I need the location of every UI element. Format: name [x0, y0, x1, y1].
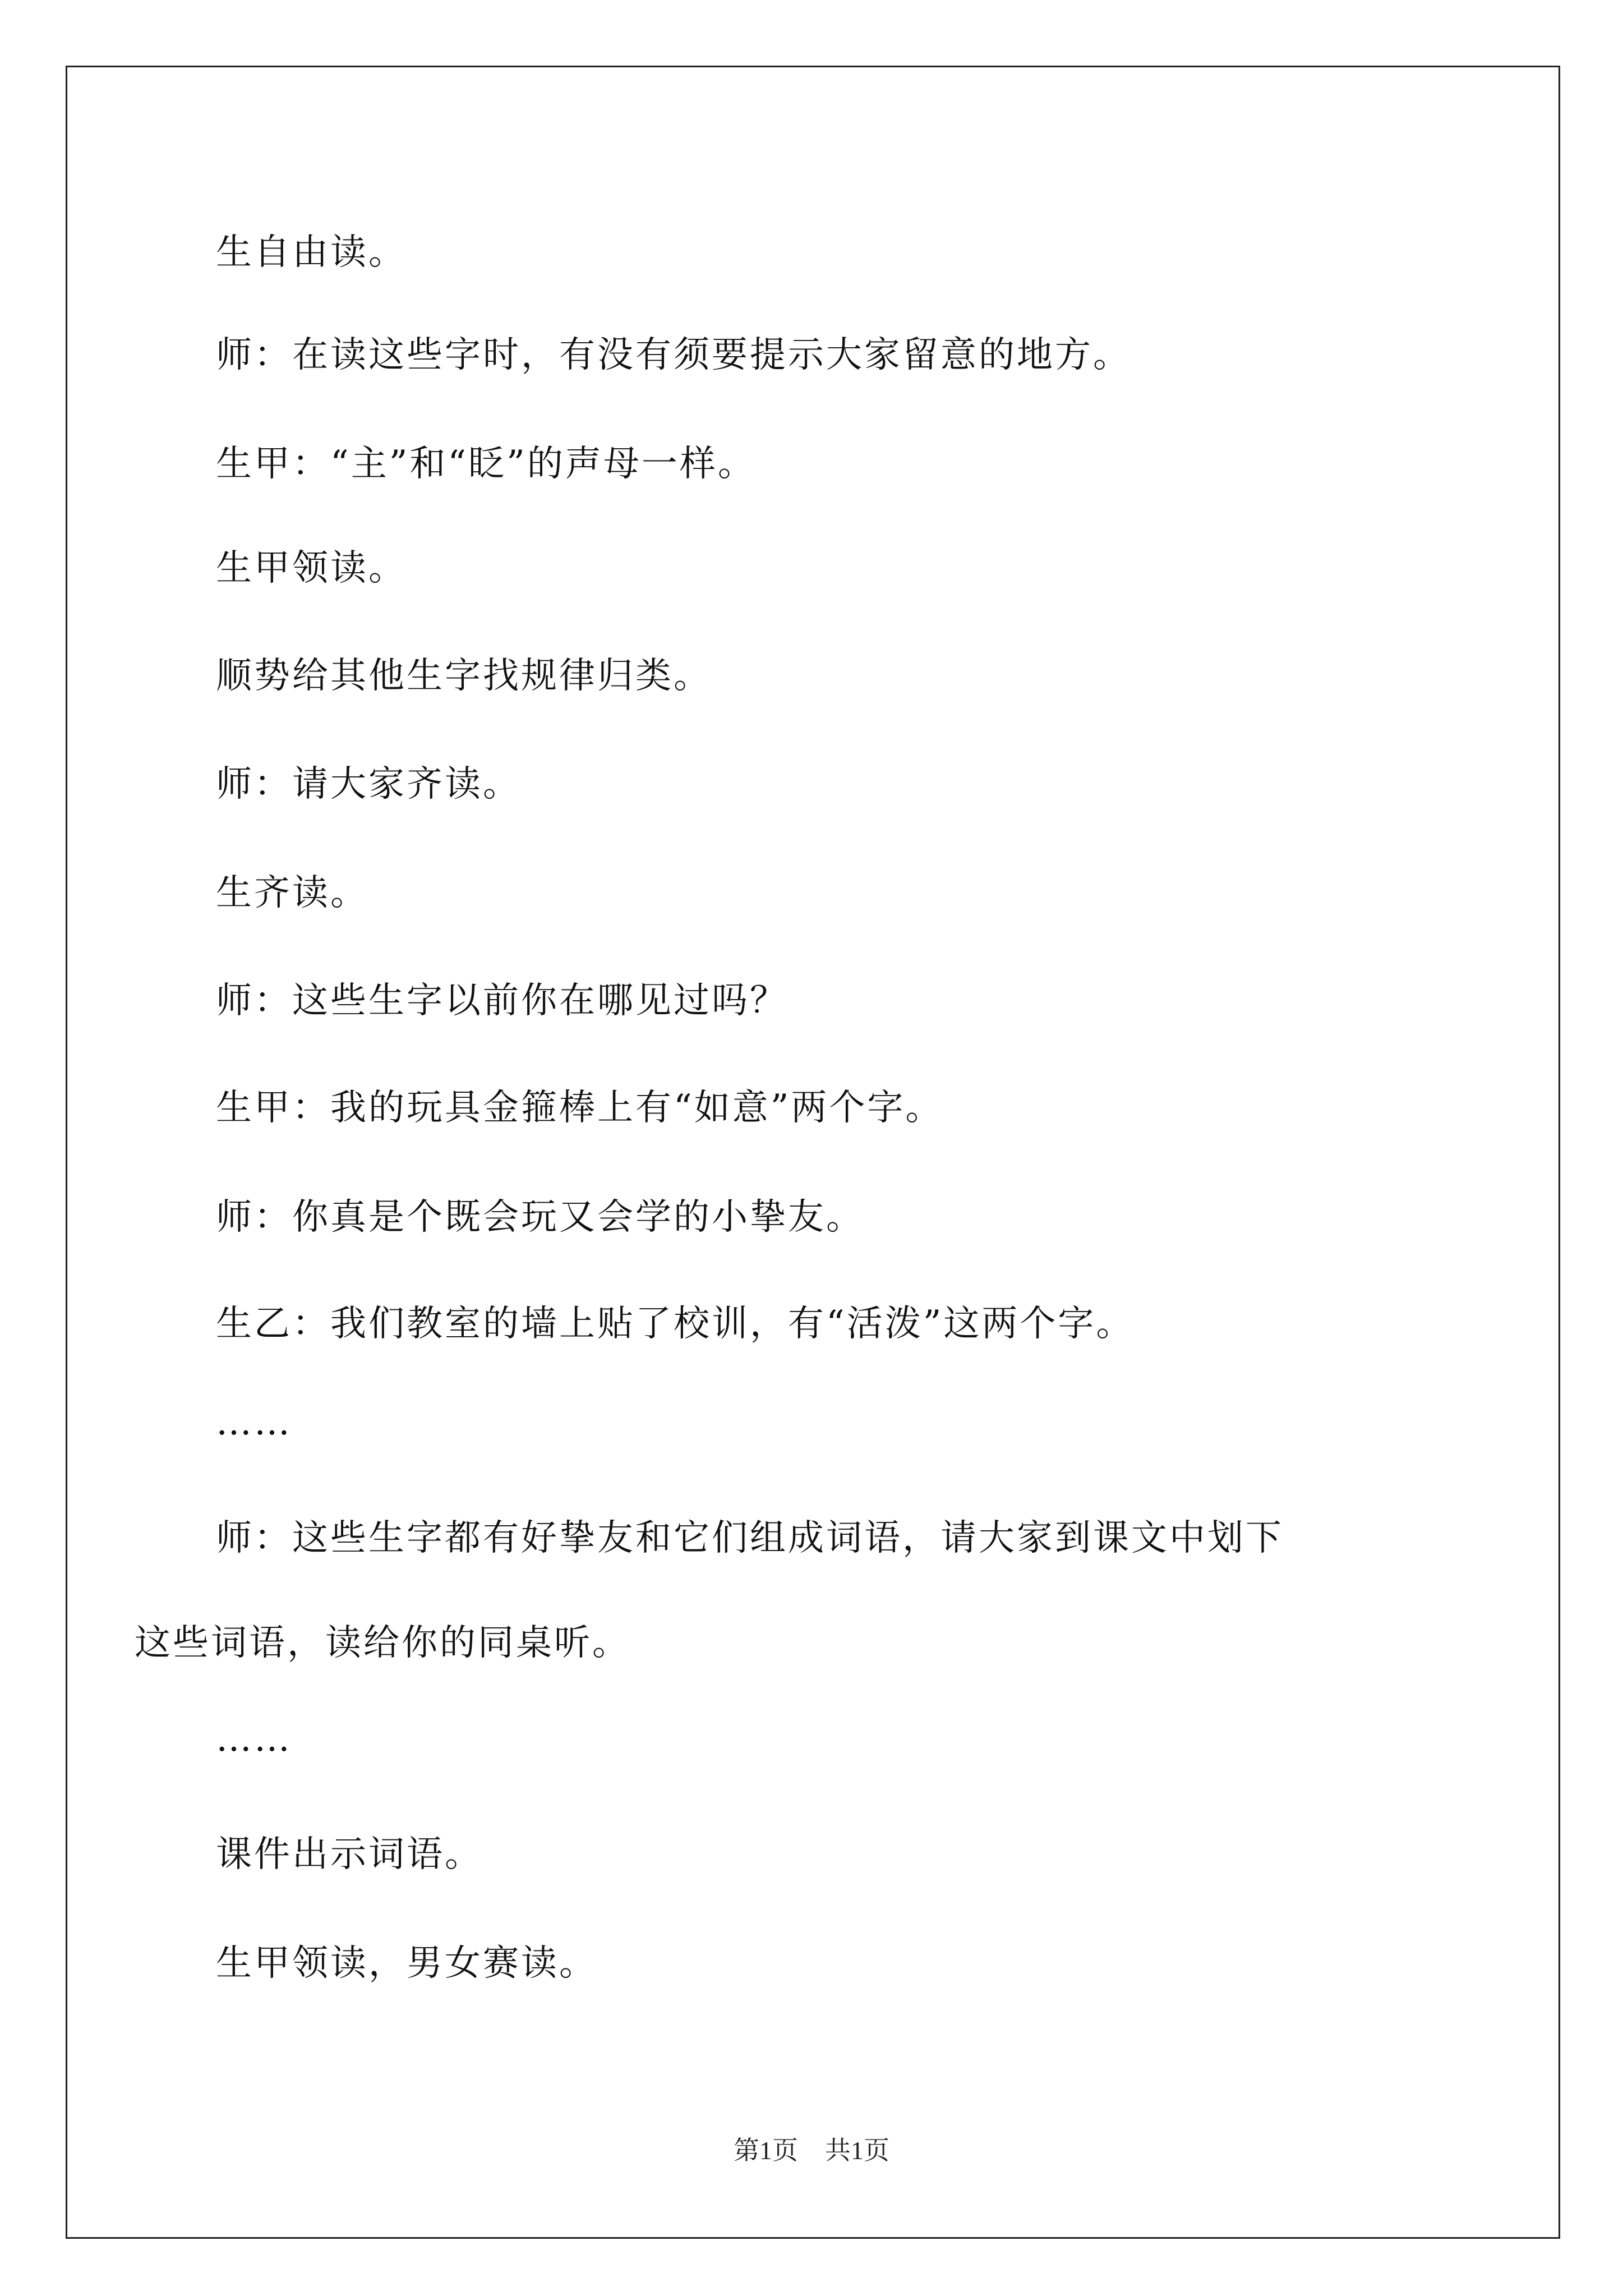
- paragraph-continuation: 这些词语，读给你的同桌听。: [135, 1622, 630, 1664]
- page-footer: [0, 2134, 1623, 2168]
- paragraph: 生自由读。: [216, 232, 407, 273]
- paragraph: 生甲：我的玩具金箍棒上有“如意”两个字。: [216, 1087, 944, 1129]
- paragraph: 师：在读这些字时，有没有须要提示大家留意的地方。: [216, 334, 1131, 376]
- paragraph: 师：你真是个既会玩又会学的小挚友。: [216, 1197, 864, 1238]
- paragraph: 师：请大家齐读。: [216, 763, 521, 805]
- ellipsis: ……: [216, 1402, 292, 1443]
- paragraph: 生甲领读。: [216, 547, 407, 589]
- page-border: [66, 66, 1560, 2239]
- paragraph: 师：这些生字以前你在哪见过吗？: [216, 980, 788, 1022]
- ellipsis: ……: [216, 1718, 292, 1760]
- paragraph: 师：这些生字都有好挚友和它们组成词语，请大家到课文中划下: [216, 1517, 1284, 1559]
- paragraph: 生甲领读，男女赛读。: [216, 1943, 597, 1984]
- paragraph: 生甲：“主”和“眨”的声母一样。: [216, 443, 756, 485]
- page-number-current: 第1页: [734, 2136, 798, 2165]
- page-number-total: 共1页: [825, 2136, 889, 2165]
- paragraph: 顺势给其他生字找规律归类。: [216, 655, 712, 697]
- paragraph: 生齐读。: [216, 872, 368, 914]
- paragraph: 生乙：我们教室的墙上贴了校训，有“活泼”这两个字。: [216, 1303, 1135, 1345]
- paragraph: 课件出示词语。: [216, 1834, 483, 1875]
